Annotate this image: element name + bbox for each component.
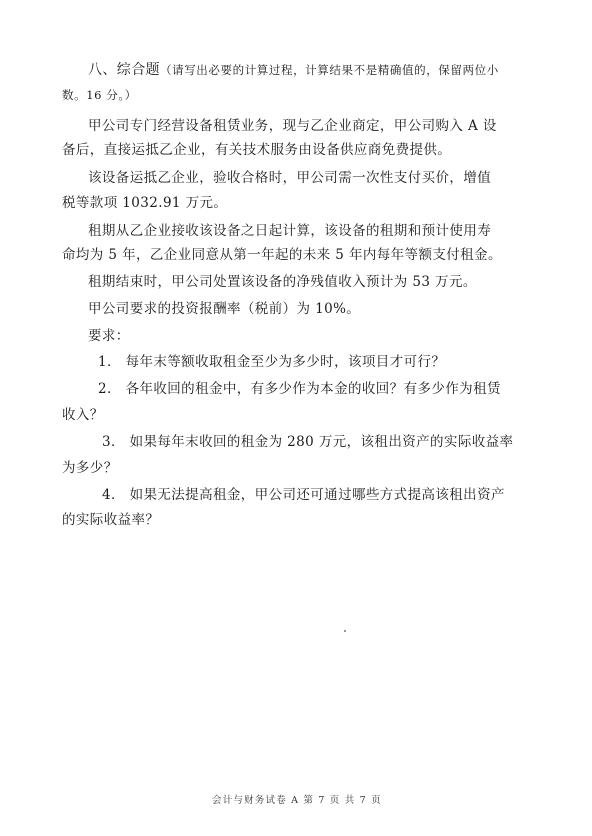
requirement-item: 1． 每年末等额收取租金至少为多少时，该项目才可行？ [98, 354, 446, 370]
scan-speck [344, 630, 346, 632]
paragraph-line: 命均为 5 年，乙企业同意从第一年起的未来 5 年内每年等额支付租金。 [62, 247, 502, 263]
paragraph-line: 租期结束时，甲公司处置该设备的净残值收入预计为 53 万元。 [88, 274, 477, 290]
requirement-item-continued: 的实际收益率？ [62, 512, 160, 528]
page-footer: 会计与财务试卷 A 第 7 页 共 7 页 [212, 795, 382, 806]
section-title: 八、综合题 [88, 62, 160, 78]
paragraph-line: 甲公司要求的投资报酬率（税前）为 10%。 [88, 301, 361, 317]
requirement-item: 2． 各年收回的租金中，有多少作为本金的收回？有多少作为租赁 [98, 381, 501, 397]
requirement-item: 3． 如果每年末收回的租金为 280 万元，该租出资产的实际收益率 [102, 434, 514, 450]
requirement-item-continued: 收入？ [62, 407, 104, 423]
section-heading-line [88, 61, 499, 79]
section-note-continued: 数。16 分。） [62, 88, 137, 102]
section-note: （请写出必要的计算过程，计算结果不是精确值的，保留两位小 [160, 63, 499, 77]
requirement-item-continued: 为多少？ [62, 460, 118, 476]
paragraph-line: 税等款项 1032.91 万元。 [62, 195, 228, 211]
paragraph-line: 备后，直接运抵乙企业，有关技术服务由设备供应商免费提供。 [62, 142, 452, 158]
paragraph-line: 该设备运抵乙企业，验收合格时，甲公司需一次性支付买价，增值 [88, 170, 492, 186]
requirements-label: 要求： [88, 328, 130, 344]
paragraph-line: 租期从乙企业接收该设备之日起计算，该设备的租期和预计使用寿 [88, 223, 492, 239]
paragraph-line: 甲公司专门经营设备租赁业务，现与乙企业商定，甲公司购入 A 设 [88, 118, 497, 134]
requirement-item: 4． 如果无法提高租金，甲公司还可通过哪些方式提高该租出资产 [102, 487, 505, 503]
